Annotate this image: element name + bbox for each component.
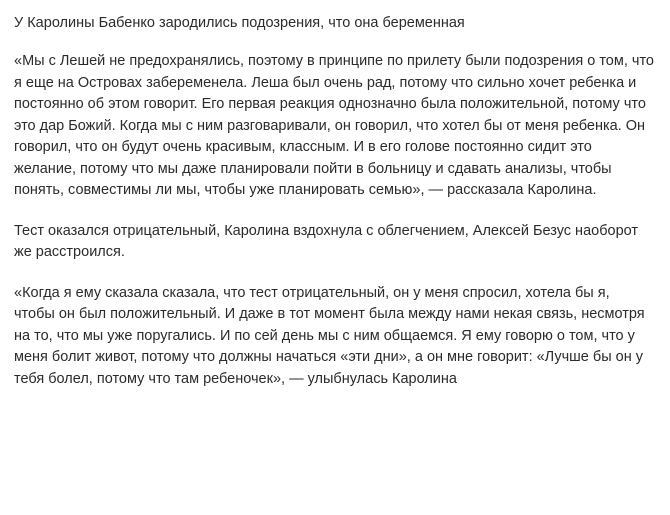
article-paragraph-1: «Мы с Лешей не предохранялись, поэтому в принципе по прилету были подозрения о том, что я еще на Островах забеременела. Леша был очень рад, потому что сильно хочет ребенка и постоянно об этом говорит. Его первая реакция однозначно была положительной, потому что это дар Божий. Когда мы с ним разговаривали, он говорил, что хотел бы от меня ребенка. Он говорил, что он будут очень красивым, классным. И в его голове постоянно сидит это желание, потому что мы даже планировали пойти в больницу и сдавать анализы, чтобы понять, совместимы ли мы, чтобы уже планировать семью», — рассказала Каролина. (14, 53, 654, 198)
article-paragraph-2: Тест оказался отрицательный, Каролина вздохнула с облегчением, Алексей Безус наоборот же расстроился. (14, 222, 639, 260)
article-paragraph-3: «Когда я ему сказала сказала, что тест отрицательный, он у меня спросил, хотела бы я, чтобы он был положительный. И даже в тот момент была между нами некая связь, несмотря на то, что мы уже поругались. И по сей день мы с ним общаемся. Я ему говорю о том, что у меня болит живот, потому что должны начаться «эти дни», а он мне говорит: «Лучше бы он у тебя болел, потому что там ребеночек», — улыбнулась Каролина (14, 284, 645, 387)
article-lede: У Каролины Бабенко зародились подозрения, что она беременная (14, 15, 465, 31)
